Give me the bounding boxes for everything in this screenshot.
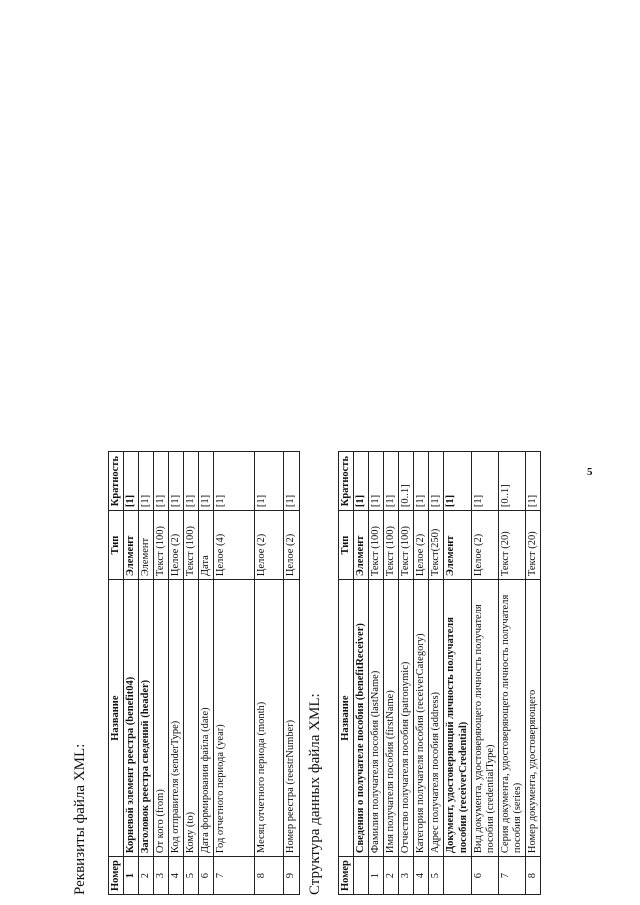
header-number: Номер bbox=[109, 857, 124, 895]
table-row bbox=[154, 452, 169, 895]
cell-name: Имя получателя пособия (firstName) bbox=[384, 580, 399, 857]
cell-type: Текст (20) bbox=[498, 511, 525, 580]
cell-cardinality: [1] bbox=[284, 452, 299, 511]
cell-name: Категория получателя пособия (receiverCategory) bbox=[414, 580, 429, 857]
cell-type: Текст (100) bbox=[399, 511, 414, 580]
table-row bbox=[354, 452, 369, 895]
cell-name: Кому (to) bbox=[184, 580, 199, 857]
page-number: 5 bbox=[587, 466, 593, 478]
cell-cardinality: [1] bbox=[354, 452, 369, 511]
cell-name: Корневой элемент реестра (benefit04) bbox=[124, 580, 139, 857]
cell-number bbox=[444, 857, 471, 895]
cell-number bbox=[354, 857, 369, 895]
table-header-row bbox=[109, 452, 124, 895]
table-row bbox=[429, 452, 444, 895]
cell-name: Отчество получателя пособия (patronymic) bbox=[399, 580, 414, 857]
cell-cardinality: [1] bbox=[369, 452, 384, 511]
table-row bbox=[124, 452, 139, 895]
cell-name: Номер документа, удостоверяющего bbox=[525, 580, 540, 857]
cell-cardinality: [0..1] bbox=[498, 452, 525, 511]
cell-number: 4 bbox=[169, 857, 184, 895]
cell-type: Элемент bbox=[354, 511, 369, 580]
cell-number: 2 bbox=[384, 857, 399, 895]
cell-number: 5 bbox=[429, 857, 444, 895]
xml-data-structure-caption: Структура данных файла XML: bbox=[307, 693, 323, 895]
cell-name: Серия документа, удостоверяющего личность получателя пособия (series) bbox=[498, 580, 525, 857]
cell-cardinality: [1] bbox=[429, 452, 444, 511]
table-row bbox=[169, 452, 184, 895]
cell-name: Сведения о получателе пособия (benefitReceiver) bbox=[354, 580, 369, 857]
cell-number: 6 bbox=[471, 857, 498, 895]
cell-type: Целое (2) bbox=[255, 511, 284, 580]
cell-name: От кого (from) bbox=[154, 580, 169, 857]
cell-type: Целое (2) bbox=[414, 511, 429, 580]
cell-name: Заголовок реестра сведений (header) bbox=[139, 580, 154, 857]
cell-type: Целое (2) bbox=[471, 511, 498, 580]
table-row bbox=[255, 452, 284, 895]
table-row bbox=[525, 452, 540, 895]
cell-number: 1 bbox=[124, 857, 139, 895]
header-cardinality: Кратность bbox=[339, 452, 354, 511]
header-number: Номер bbox=[339, 857, 354, 895]
table-row bbox=[139, 452, 154, 895]
cell-number: 7 bbox=[214, 857, 255, 895]
cell-cardinality: [1] bbox=[139, 452, 154, 511]
cell-cardinality: [1] bbox=[124, 452, 139, 511]
cell-name: Номер реестра (reestrNumber) bbox=[284, 580, 299, 857]
cell-type: Текст (100) bbox=[369, 511, 384, 580]
data-structure-table bbox=[338, 451, 541, 895]
cell-cardinality: [1] bbox=[214, 452, 255, 511]
cell-name: Месяц отчетного периода (month) bbox=[255, 580, 284, 857]
cell-number: 7 bbox=[498, 857, 525, 895]
header-type: Тип bbox=[339, 511, 354, 580]
table-row bbox=[399, 452, 414, 895]
cell-number: 6 bbox=[199, 857, 214, 895]
cell-cardinality: [1] bbox=[199, 452, 214, 511]
cell-type: Текст (100) bbox=[154, 511, 169, 580]
xml-file-requisites-caption: Реквизиты файла XML: bbox=[72, 743, 88, 895]
cell-type: Текст (20) bbox=[525, 511, 540, 580]
cell-number: 4 bbox=[414, 857, 429, 895]
cell-type: Элемент bbox=[444, 511, 471, 580]
cell-number: 5 bbox=[184, 857, 199, 895]
cell-name: Документ, удостоверяющий личность получателя пособия (receiverCredential) bbox=[444, 580, 471, 857]
cell-cardinality: [0..1] bbox=[399, 452, 414, 511]
cell-cardinality: [1] bbox=[184, 452, 199, 511]
cell-type: Дата bbox=[199, 511, 214, 580]
table-row bbox=[498, 452, 525, 895]
cell-number: 8 bbox=[525, 857, 540, 895]
header-cardinality: Кратность bbox=[109, 452, 124, 511]
cell-type: Элемент bbox=[139, 511, 154, 580]
table-row bbox=[184, 452, 199, 895]
cell-number: 3 bbox=[399, 857, 414, 895]
cell-type: Элемент bbox=[124, 511, 139, 580]
cell-number: 9 bbox=[284, 857, 299, 895]
rotated-content bbox=[60, 375, 600, 895]
header-name: Название bbox=[339, 580, 354, 857]
cell-name: Вид документа, удостоверяющего личность получателя пособия (credentialType) bbox=[471, 580, 498, 857]
table-row bbox=[471, 452, 498, 895]
cell-cardinality: [1] bbox=[525, 452, 540, 511]
cell-name: Дата формирования файла (date) bbox=[199, 580, 214, 857]
cell-type: Текст (100) bbox=[184, 511, 199, 580]
cell-name: Адрес получателя пособия (address) bbox=[429, 580, 444, 857]
cell-name: Фамилия получателя пособия (lastName) bbox=[369, 580, 384, 857]
cell-number: 2 bbox=[139, 857, 154, 895]
cell-name: Код отправителя (senderType) bbox=[169, 580, 184, 857]
cell-type: Текст (100) bbox=[384, 511, 399, 580]
cell-number: 1 bbox=[369, 857, 384, 895]
cell-type: Целое (4) bbox=[214, 511, 255, 580]
table-row bbox=[444, 452, 471, 895]
requisites-table bbox=[108, 451, 300, 895]
cell-cardinality: [1] bbox=[414, 452, 429, 511]
table-row bbox=[414, 452, 429, 895]
cell-cardinality: [1] bbox=[444, 452, 471, 511]
cell-cardinality: [1] bbox=[471, 452, 498, 511]
table-row bbox=[214, 452, 255, 895]
table-header-row bbox=[339, 452, 354, 895]
cell-number: 3 bbox=[154, 857, 169, 895]
cell-cardinality: [1] bbox=[154, 452, 169, 511]
table-row bbox=[369, 452, 384, 895]
cell-name: Год отчетного периода (year) bbox=[214, 580, 255, 857]
cell-type: Целое (2) bbox=[169, 511, 184, 580]
cell-cardinality: [1] bbox=[169, 452, 184, 511]
cell-number: 8 bbox=[255, 857, 284, 895]
table-row bbox=[199, 452, 214, 895]
table-row bbox=[284, 452, 299, 895]
cell-type: Текст(250) bbox=[429, 511, 444, 580]
cell-type: Целое (2) bbox=[284, 511, 299, 580]
cell-cardinality: [1] bbox=[255, 452, 284, 511]
header-name: Название bbox=[109, 580, 124, 857]
header-type: Тип bbox=[109, 511, 124, 580]
cell-cardinality: [1] bbox=[384, 452, 399, 511]
table-row bbox=[384, 452, 399, 895]
